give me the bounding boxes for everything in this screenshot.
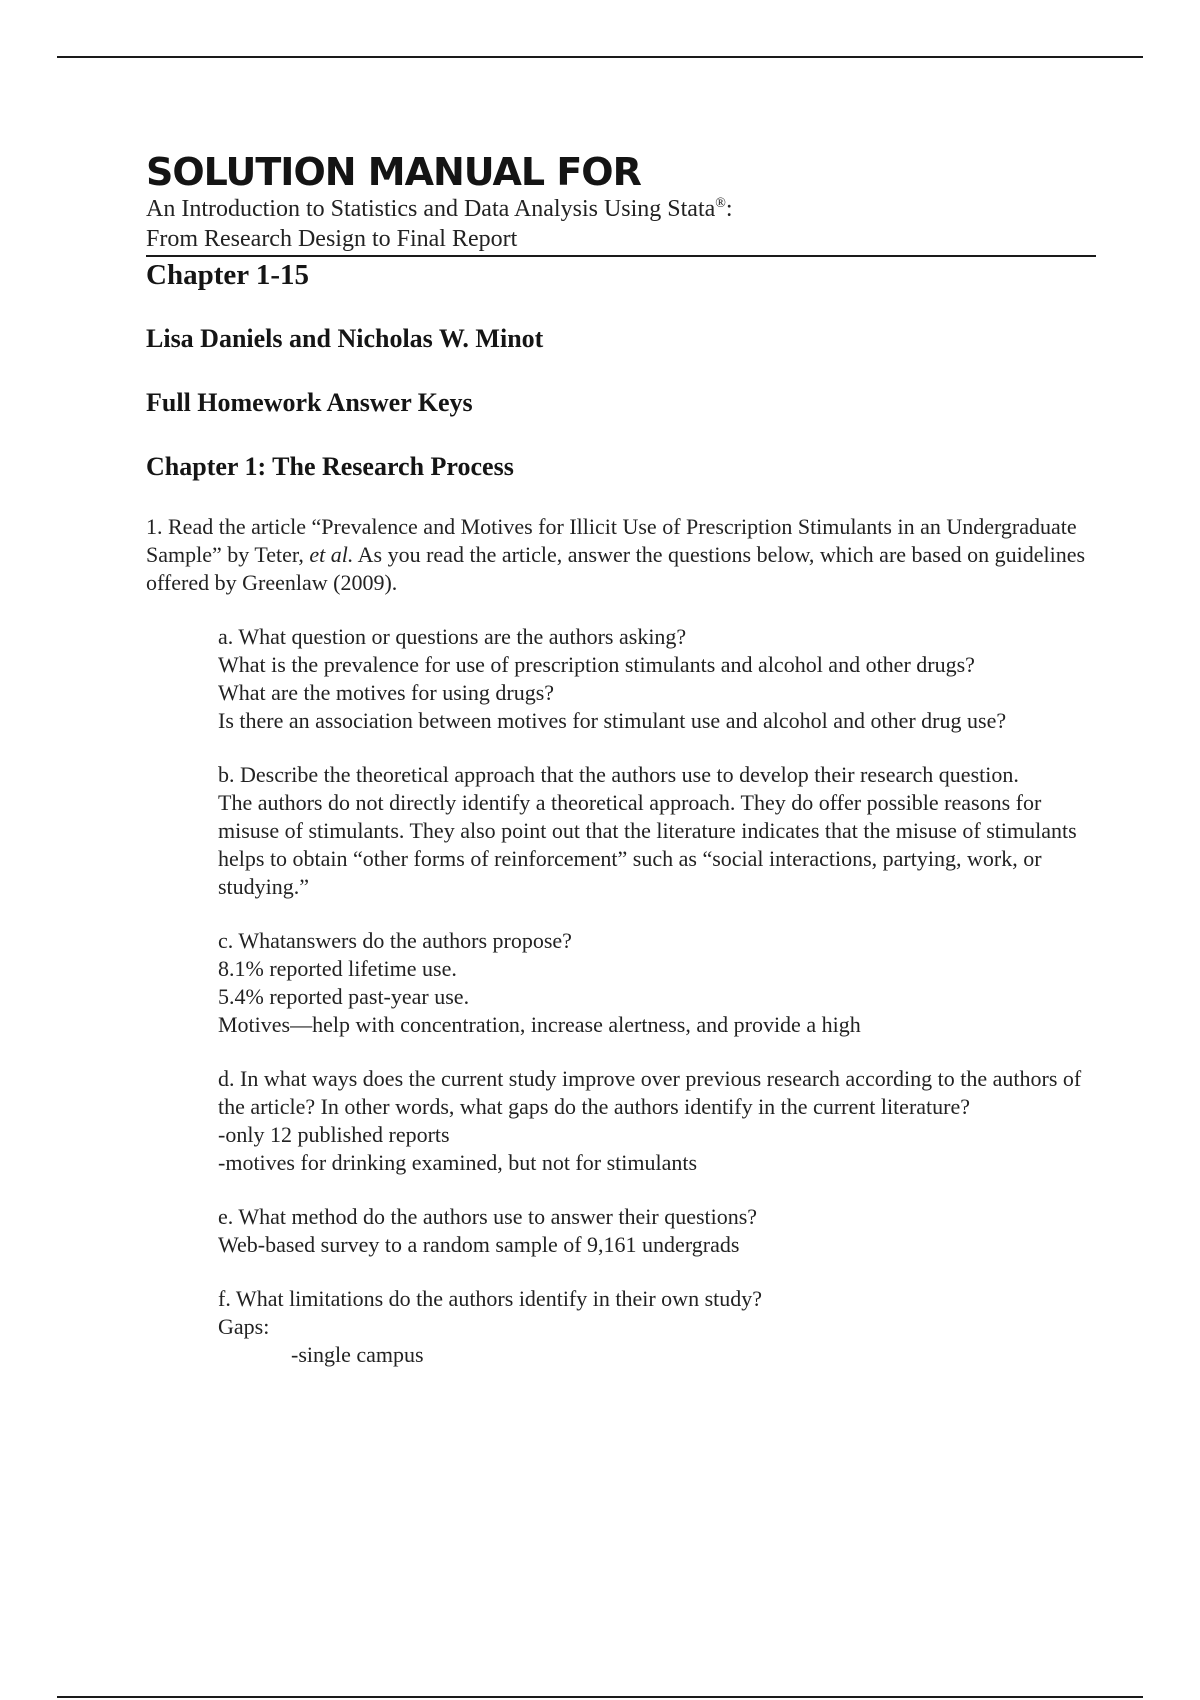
book-title-colon: : [725, 196, 733, 222]
answer-c-3: Motives—help with concentration, increase alertness, and provide a high [218, 1012, 861, 1037]
answer-a-2: What are the motives for using drugs? [218, 680, 555, 705]
answer-f-1: -single campus [291, 1342, 424, 1367]
registered-mark: ® [715, 196, 726, 211]
question-e: e. What method do the authors use to answer their questions? [218, 1204, 758, 1229]
question-d-block [218, 1065, 1096, 1177]
answer-d-1: -only 12 published reports [218, 1122, 450, 1147]
top-rule [57, 56, 1143, 58]
authors-heading: Lisa Daniels and Nicholas W. Minot [146, 324, 544, 353]
question-f: f. What limitations do the authors identify in their own study? [218, 1286, 763, 1311]
answer-b: The authors do not directly identify a theoretical approach. They do offer possible reasons for misuse of stimulants. They also point out that the literature indicates that the misuse of stimulants helps to obtain “other forms of reinforcement” such as “social interactions, partying, work, or studying.” [218, 790, 1077, 899]
answer-e: Web-based survey to a random sample of 9,161 undergrads [218, 1232, 740, 1257]
intro-et-al: et al. [309, 542, 354, 567]
question-d: d. In what ways does the current study improve over previous research according to the authors of the article? In other words, what gaps do the authors identify in the current literature? [218, 1066, 1082, 1119]
book-title [146, 194, 1096, 257]
answer-a-3: Is there an association between motives for stimulant use and alcohol and other drug use? [218, 708, 1007, 733]
book-title-line2: From Research Design to Final Report [146, 226, 518, 252]
intro-text-part2: As you read the article, answer the questions below, which are based on guidelines offered by Greenlaw (2009). [146, 542, 1086, 595]
question-c: c. Whatanswers do the authors propose? [218, 928, 572, 953]
bottom-rule [57, 1696, 1143, 1698]
manual-title: SOLUTION MANUAL FOR [146, 150, 641, 194]
book-title-line1: An Introduction to Statistics and Data Analysis Using Stata [146, 196, 716, 222]
question-b: b. Describe the theoretical approach that the authors use to develop their research question. [218, 762, 1019, 787]
document-page [146, 150, 1096, 1369]
answer-c-1: 8.1% reported lifetime use. [218, 956, 457, 981]
answer-f-label: Gaps: [218, 1314, 270, 1339]
answer-a-1: What is the prevalence for use of prescription stimulants and alcohol and other drugs? [218, 652, 975, 677]
question-a: a. What question or questions are the authors asking? [218, 624, 687, 649]
chapter1-heading: Chapter 1: The Research Process [146, 452, 514, 481]
question-a-block [218, 623, 1096, 735]
question-e-block [218, 1203, 1096, 1259]
question-f-block [218, 1285, 1096, 1369]
answer-keys-heading: Full Homework Answer Keys [146, 388, 473, 417]
intro-text-part1: 1. Read the article “Prevalence and Motives for Illicit Use of Prescription Stimulants in an Undergraduate Sample” by Teter, [146, 514, 1077, 567]
intro-paragraph [146, 513, 1096, 597]
answer-d-2: -motives for drinking examined, but not for stimulants [218, 1150, 698, 1175]
question-c-block [218, 927, 1096, 1039]
chapter-range-heading: Chapter 1-15 [146, 259, 309, 291]
question-b-block [218, 761, 1096, 901]
answer-c-2: 5.4% reported past-year use. [218, 984, 470, 1009]
